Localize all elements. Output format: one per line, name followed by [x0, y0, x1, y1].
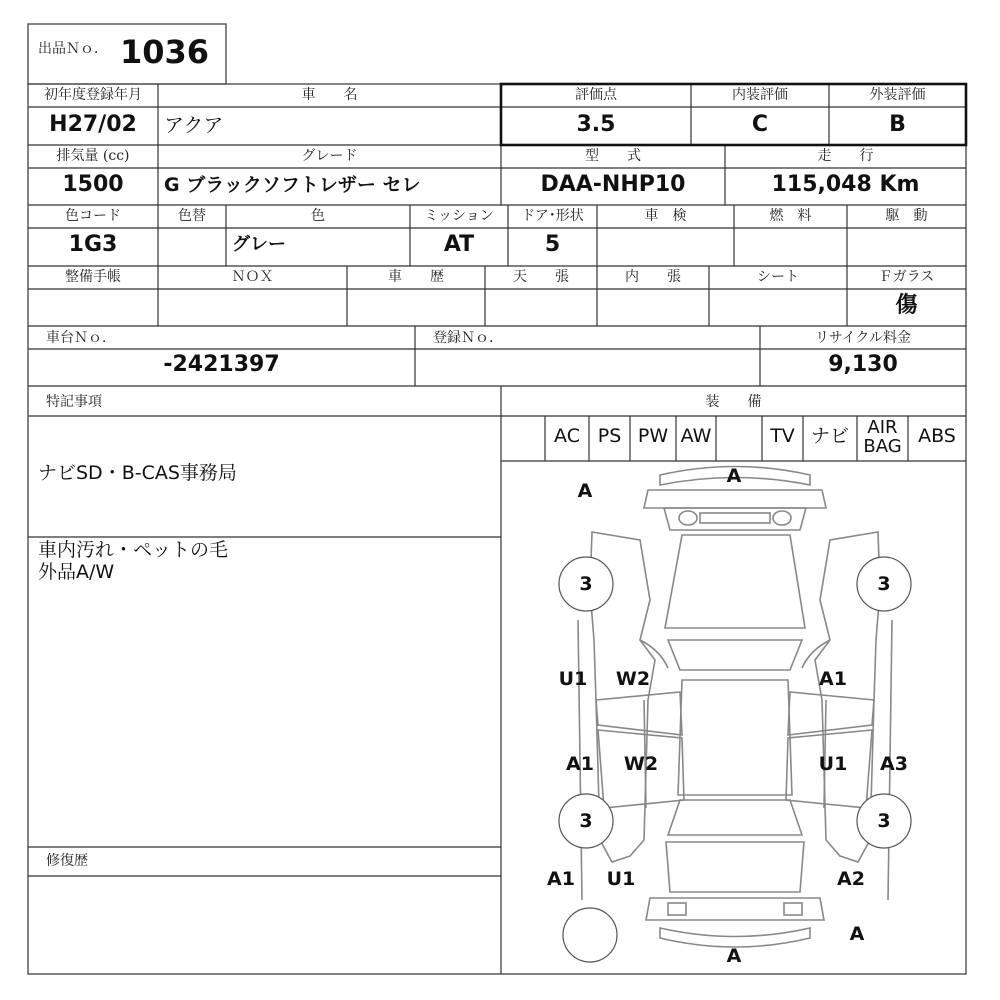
equipment-label: 装 備: [705, 394, 762, 410]
displacement-value: 1500: [62, 172, 124, 197]
tire-mark: 3: [877, 573, 891, 595]
equipment-item: PW: [637, 425, 669, 447]
equipment-item: AW: [680, 425, 712, 447]
exterior-label: 外装評価: [869, 87, 926, 103]
nox-label: ＮＯＸ: [231, 269, 274, 285]
exterior-value: B: [889, 112, 906, 137]
lot-label: 出品Ｎｏ．: [38, 41, 108, 57]
damage-mark: U1: [818, 753, 848, 775]
damage-mark: U1: [606, 868, 636, 890]
doors-value: 5: [544, 232, 561, 257]
damage-mark: A: [849, 923, 865, 945]
model-label: 型 式: [585, 148, 641, 164]
damage-mark: A2: [837, 868, 865, 890]
drive-label: 駆 動: [885, 208, 928, 224]
notes-line-2: 車内汚れ・ペットの毛 外品A/W: [38, 539, 229, 583]
car-name-label: 車 名: [301, 87, 358, 103]
history-label: 車 歴: [388, 269, 444, 285]
first-registration-label: 初年度登録年月: [44, 87, 142, 103]
roof-label: 天 張: [513, 269, 569, 285]
chassis-value: -2421397: [163, 352, 280, 377]
tire-mark: 3: [579, 573, 593, 595]
score-label: 評価点: [575, 87, 617, 103]
spare-tire: [563, 908, 617, 962]
recycle-value: 9,130: [828, 352, 898, 377]
color-code-value: 1G3: [68, 232, 118, 257]
equipment-item: ABS: [918, 425, 956, 447]
mileage-value: 115,048 Km: [771, 172, 920, 197]
equipment-item: [501, 418, 545, 460]
damage-mark: A1: [819, 668, 847, 690]
equipment-item: TV: [770, 425, 795, 447]
damage-mark: A1: [566, 753, 594, 775]
glass-value: 傷: [895, 293, 918, 318]
car-name-value: アクア: [164, 113, 224, 137]
transmission-label: ミッション: [424, 208, 494, 224]
grade-label: グレード: [301, 148, 358, 164]
color-value: グレー: [232, 234, 286, 255]
doors-label: ドア･形状: [521, 208, 584, 224]
damage-mark: A: [726, 945, 742, 967]
lining-label: 内 張: [625, 269, 681, 285]
displacement-label: 排気量 (cc): [56, 148, 130, 164]
interior-value: C: [751, 112, 769, 137]
repaint-label: 色替: [178, 208, 206, 224]
equipment-item: AIR BAG: [863, 418, 902, 457]
damage-mark: W2: [623, 753, 659, 775]
mileage-label: 走 行: [817, 148, 874, 164]
score-value: 3.5: [576, 112, 616, 137]
tire-mark: 3: [877, 810, 891, 832]
equipment-item: AC: [554, 425, 580, 447]
equipment-item: PS: [597, 425, 622, 447]
damage-mark: A1: [547, 868, 575, 890]
damage-mark: A3: [880, 753, 908, 775]
equipment-item: [716, 418, 762, 460]
maintenance-label: 整備手帳: [65, 269, 121, 285]
notes-line-1: ナビSD・B-CAS事務局: [38, 462, 237, 484]
repair-label: 修復歴: [46, 853, 88, 869]
seat-label: シート: [757, 269, 799, 285]
recycle-label: リサイクル料金: [814, 330, 912, 346]
glass-label: Ｆガラス: [878, 269, 935, 285]
interior-label: 内装評価: [732, 87, 788, 103]
chassis-label: 車台Ｎｏ．: [46, 330, 116, 346]
grade-value: G ブラックソフトレザー セレ: [164, 174, 421, 196]
color-code-label: 色コード: [65, 208, 121, 224]
registration-label: 登録Ｎｏ．: [433, 330, 503, 346]
transmission-value: AT: [443, 232, 475, 257]
damage-mark: A: [726, 465, 742, 487]
lot-number: 1036: [120, 33, 210, 71]
first-registration-value: H27/02: [49, 112, 137, 137]
fuel-label: 燃 料: [769, 208, 812, 224]
damage-mark: U1: [558, 668, 588, 690]
inspection-label: 車 検: [644, 208, 687, 224]
tire-mark: 3: [579, 810, 593, 832]
model-value: DAA-NHP10: [540, 172, 686, 197]
damage-mark: W2: [615, 668, 651, 690]
damage-mark: A: [577, 480, 593, 502]
color-label: 色: [311, 208, 325, 224]
equipment-item: ナビ: [810, 425, 849, 447]
notes-label: 特記事項: [46, 394, 102, 410]
